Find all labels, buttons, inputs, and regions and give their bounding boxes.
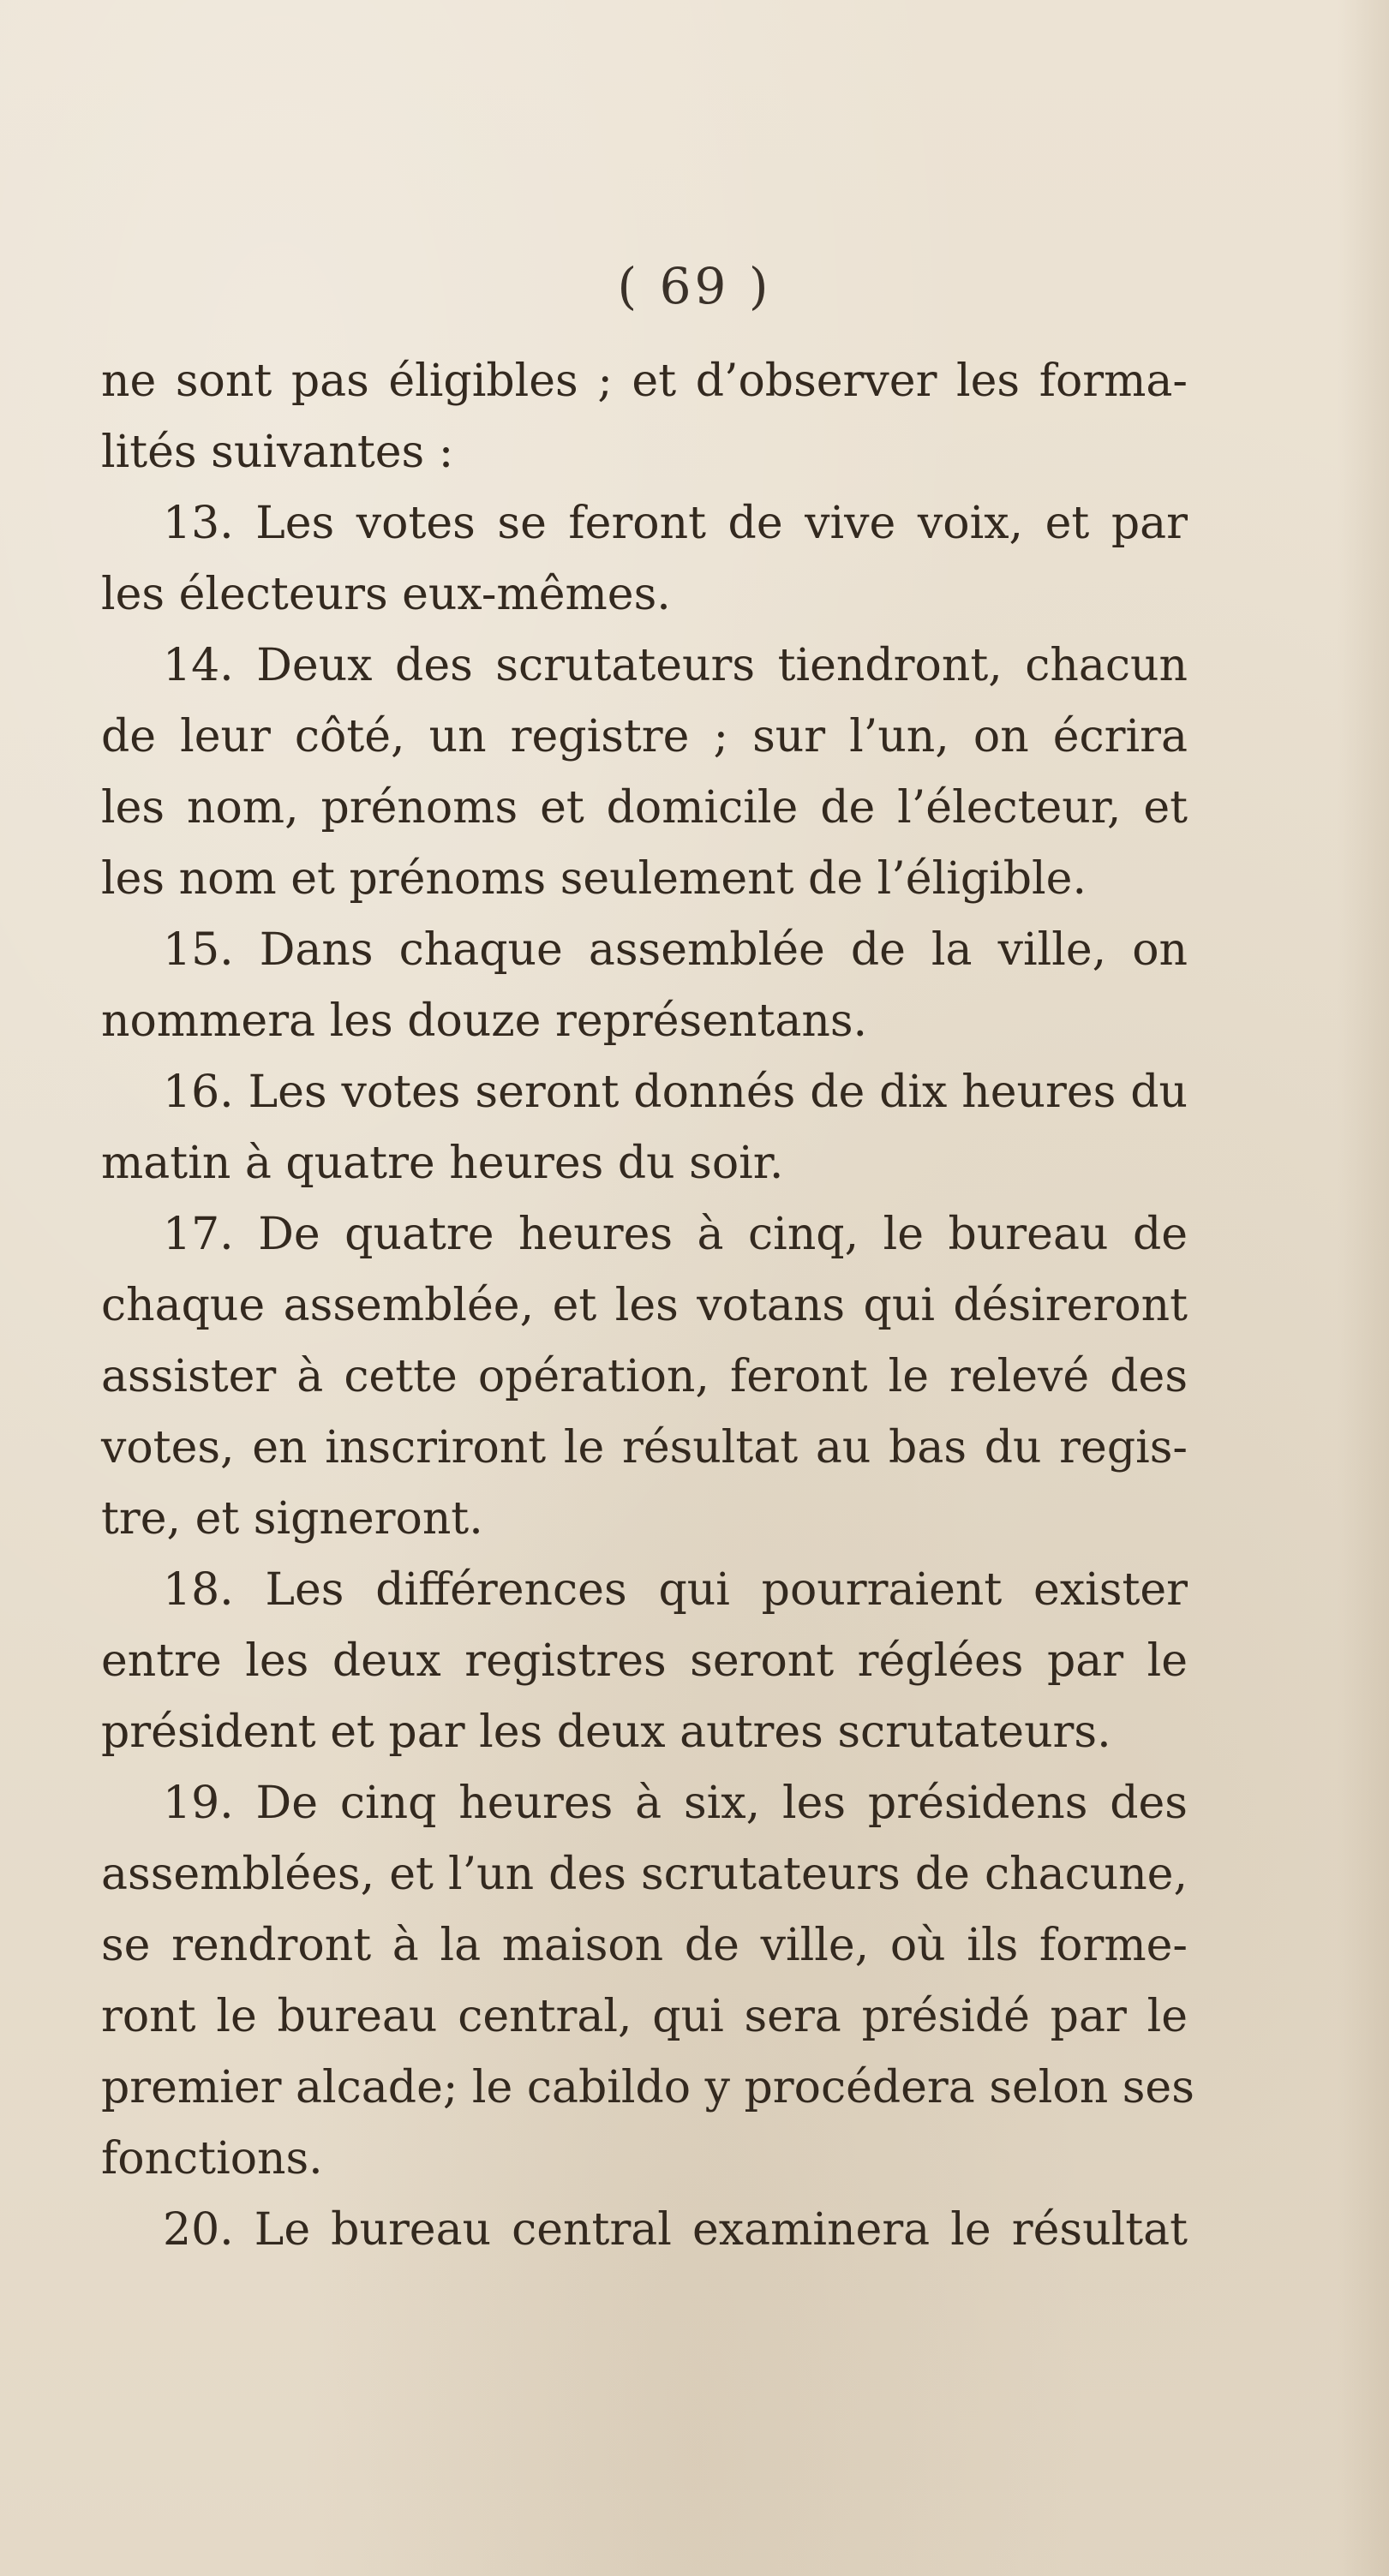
text-line: 18. Les différences qui pourraient exister bbox=[163, 1564, 1188, 1616]
text-line: entre les deux registres seront réglées par le bbox=[101, 1635, 1188, 1687]
text-line: chaque assemblée, et les votans qui désireront bbox=[101, 1280, 1188, 1331]
text-line: fonctions. bbox=[101, 2133, 323, 2185]
text-line: 13. Les votes se feront de vive voix, et par bbox=[163, 498, 1188, 549]
text-line: tre, et signeront. bbox=[101, 1493, 483, 1545]
text-line: 19. De cinq heures à six, les présidens des bbox=[163, 1778, 1188, 1829]
text-line: 16. Les votes seront donnés de dix heures du bbox=[163, 1067, 1188, 1118]
text-line: ront le bureau central, qui sera présidé par le bbox=[101, 1991, 1188, 2042]
text-line: de leur côté, un registre ; sur l’un, on écrira bbox=[101, 711, 1188, 762]
text-line: ne sont pas éligibles ; et d’observer les forma- bbox=[101, 356, 1188, 407]
text-line: matin à quatre heures du soir. bbox=[101, 1138, 784, 1189]
text-line: assister à cette opération, feront le relevé des bbox=[101, 1351, 1188, 1402]
text-line: assemblées, et l’un des scrutateurs de chacune, bbox=[101, 1849, 1188, 1900]
text-line: les électeurs eux-mêmes. bbox=[101, 569, 671, 620]
page-number: ( 69 ) bbox=[617, 257, 772, 315]
text-line: les nom, prénoms et domicile de l’électeur, et bbox=[101, 782, 1188, 834]
text-line: 17. De quatre heures à cinq, le bureau de bbox=[163, 1209, 1188, 1260]
text-line: 14. Deux des scrutateurs tiendront, chacun bbox=[163, 640, 1188, 691]
text-line: président et par les deux autres scrutateurs. bbox=[101, 1706, 1111, 1758]
text-line: premier alcade; le cabildo y procédera selon ses bbox=[101, 2062, 1194, 2113]
text-line: se rendront à la maison de ville, où ils forme- bbox=[101, 1920, 1188, 1971]
text-line: votes, en inscriront le résultat au bas du regis- bbox=[101, 1422, 1188, 1473]
text-line: les nom et prénoms seulement de l’éligible. bbox=[101, 853, 1087, 905]
text-line: nommera les douze représentans. bbox=[101, 995, 868, 1047]
text-line: 15. Dans chaque assemblée de la ville, on bbox=[163, 924, 1188, 976]
page-edge-shadow bbox=[1338, 0, 1389, 2576]
text-line: 20. Le bureau central examinera le résultat bbox=[163, 2204, 1188, 2256]
text-line: lités suivantes : bbox=[101, 427, 454, 478]
body-text bbox=[101, 346, 1194, 2266]
